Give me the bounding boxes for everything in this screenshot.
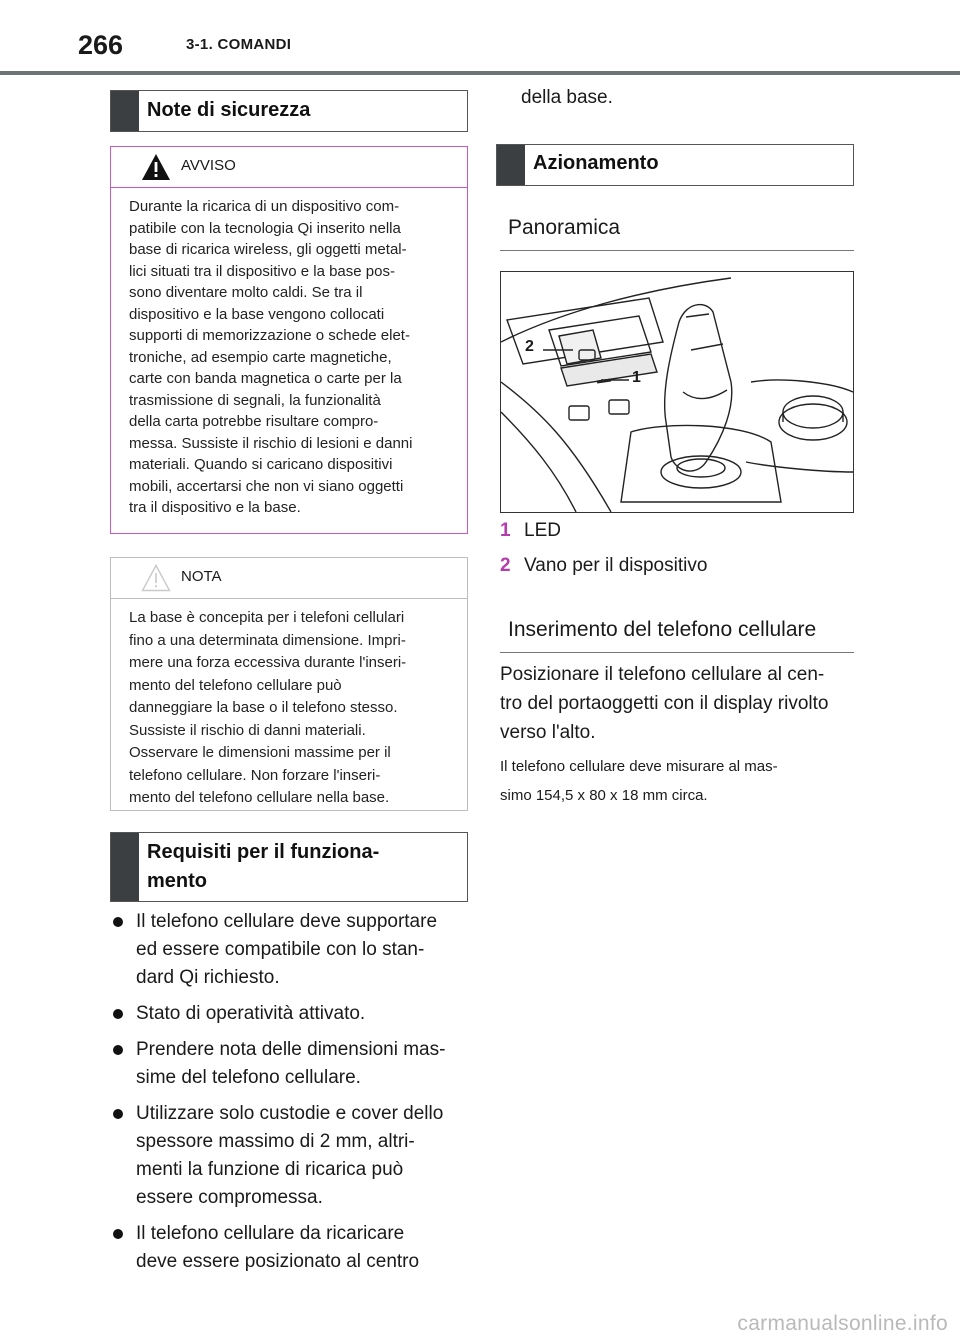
callout-label: 2 — [525, 338, 534, 355]
subheading-panoramica: Panoramica — [500, 216, 854, 251]
text-line: troniche, ad esempio carte magnetiche, — [129, 348, 392, 366]
text-line: Durante la ricarica di un dispositivo com- — [129, 198, 400, 215]
section-heading-text — [147, 838, 379, 896]
text-line: ed essere compatibile con lo stan- — [136, 939, 425, 960]
text-line: verso l'alto. — [500, 722, 596, 743]
text-line: sime del telefono cellulare. — [136, 1067, 361, 1088]
text-line: Posizionare il telefono cellulare al cen- — [500, 664, 825, 685]
legend-item — [500, 520, 561, 542]
text-line: essere compromessa. — [136, 1187, 323, 1208]
section-heading-note-sicurezza — [110, 90, 468, 132]
console-illustration — [500, 271, 854, 513]
list-item — [110, 1100, 470, 1212]
requirements-list — [110, 908, 470, 1284]
watermark: carmanualsonline.info — [737, 1312, 948, 1335]
callout-label: 1 — [632, 369, 641, 386]
text-line: spessore massimo di 2 mm, altri- — [136, 1131, 415, 1152]
legend-number: 2 — [500, 555, 511, 576]
instruction-paragraph — [500, 660, 856, 747]
list-item — [110, 1036, 470, 1092]
text-line: tro del portaoggetti con il display rivolto — [500, 693, 829, 714]
text-line: messa. Sussiste il rischio di lesioni e danni — [129, 434, 413, 452]
subheading-inserimento: Inserimento del telefono cellulare — [500, 618, 854, 653]
text-line: Il telefono cellulare deve supportare — [136, 911, 438, 932]
list-item — [110, 1220, 470, 1276]
list-item — [110, 1000, 470, 1028]
legend-text: LED — [524, 520, 561, 541]
text-line: carte con banda magnetica o carte per la — [129, 370, 402, 387]
text-line: mento del telefono cellulare nella base. — [129, 789, 390, 806]
warning-box — [110, 146, 468, 534]
text-line: Osservare le dimensioni massime per il — [129, 744, 391, 761]
text-line: patibile con la tecnologia Qi inserito nella — [129, 219, 401, 237]
warning-text — [111, 188, 467, 519]
section-heading-azionamento — [496, 144, 854, 186]
text-line: supporti di memorizzazione o schede elet- — [129, 327, 410, 344]
text-line: Il telefono cellulare deve misurare al mas- — [500, 758, 778, 775]
header-rule — [0, 71, 960, 75]
text-line: dard Qi richiesto. — [136, 967, 280, 988]
text-line: Sussiste il rischio di danni materiali. — [129, 721, 366, 739]
text-line: mere una forza eccessiva durante l'inseri- — [129, 654, 407, 671]
text-line: mento del telefono cellulare può — [129, 676, 342, 694]
heading-line: mento — [147, 870, 207, 892]
text-line: menti la funzione di ricarica può — [136, 1159, 404, 1180]
size-note-paragraph — [500, 752, 856, 810]
text-line: della carta potrebbe risultare compro- — [129, 413, 379, 430]
legend-number: 1 — [500, 520, 511, 541]
chapter-title: 3-1. COMANDI — [186, 36, 292, 53]
section-heading-text: Note di sicurezza — [147, 99, 311, 121]
heading-line: Requisiti per il funziona- — [147, 841, 380, 863]
note-label: NOTA — [181, 568, 222, 585]
text-line: base di ricarica wireless, gli oggetti metal- — [129, 241, 407, 258]
text-line: fino a una determinata dimensione. Impri- — [129, 631, 406, 649]
warning-box-header — [111, 147, 467, 188]
text-line: Utilizzare solo custodie e cover dello — [136, 1103, 444, 1124]
text-line: Il telefono cellulare da ricaricare — [136, 1223, 405, 1244]
text-line: simo 154,5 x 80 x 18 mm circa. — [500, 787, 708, 804]
heading-bar — [111, 91, 139, 131]
note-box — [110, 557, 468, 811]
section-heading-text: Azionamento — [533, 152, 659, 174]
legend-text: Vano per il dispositivo — [524, 555, 708, 576]
legend-item — [500, 555, 707, 577]
heading-bar — [111, 833, 139, 901]
text-line: La base è concepita per i telefoni cellulari — [129, 609, 405, 626]
note-box-header — [111, 558, 467, 599]
heading-bar — [497, 145, 525, 185]
text-line: lici situati tra il dispositivo e la base pos- — [129, 262, 395, 280]
text-line: mobili, accertarsi che non vi siano oggetti — [129, 477, 404, 495]
text-line: dispositivo e la base vengono collocati — [129, 305, 385, 323]
text-line: tra il dispositivo e la base. — [129, 499, 301, 516]
text-line: sono diventare molto caldi. Se tra il — [129, 284, 363, 301]
text-line: telefono cellulare. Non forzare l'inseri- — [129, 766, 381, 784]
warning-triangle-icon — [141, 153, 171, 181]
text-line: trasmissione di segnali, la funzionalità — [129, 391, 381, 409]
text-line: Prendere nota delle dimensioni mas- — [136, 1039, 446, 1060]
text-line: deve essere posizionato al centro — [136, 1251, 420, 1272]
wireless-charging-tray-illustration — [501, 272, 853, 512]
text-line: danneggiare la base o il telefono stesso. — [129, 699, 398, 716]
warning-label: AVVISO — [181, 157, 236, 174]
text-line: materiali. Quando si caricano dispositivi — [129, 456, 393, 473]
note-text — [111, 599, 467, 810]
section-heading-requisiti — [110, 832, 468, 902]
list-item — [110, 908, 470, 992]
caution-outline-triangle-icon — [141, 564, 171, 592]
page-number: 266 — [78, 30, 124, 60]
text-line: Stato di operatività attivato. — [136, 1003, 366, 1024]
continued-text: della base. — [521, 87, 613, 108]
